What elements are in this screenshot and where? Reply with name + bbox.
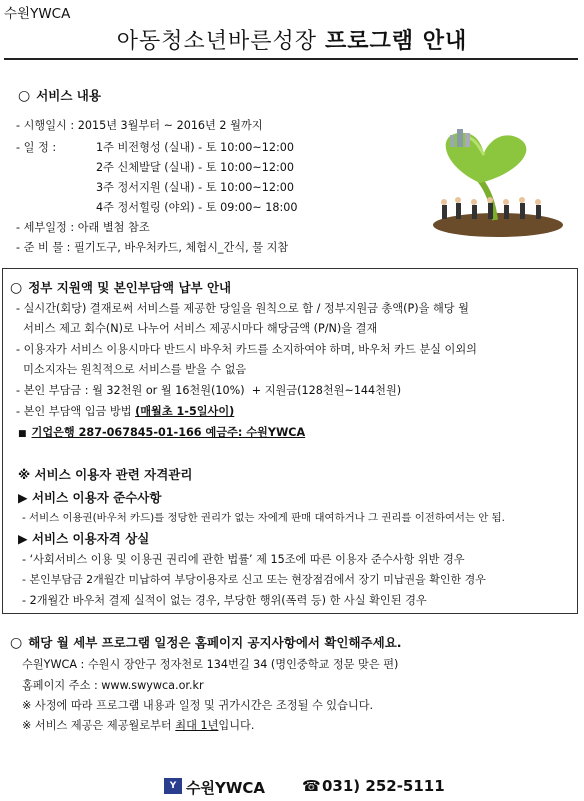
note-line: ※ 사정에 따라 프로그램 내용과 일정 및 귀가시간은 조정될 수 있습니다. — [22, 699, 374, 712]
circle-bullet-icon: ○ — [18, 88, 31, 104]
note-line: ※ 서비스 제공은 제공월로부터 최대 1년입니다. — [22, 719, 255, 732]
supplies-line: - 준 비 물 : 필기도구, 바우처카드, 체험시_간식, 물 지참 — [16, 241, 289, 254]
loss-line: - 2개월간 바우처 결제 실적이 없는 경우, 부당한 행위(폭력 등) 한 사실 확인된 경우 — [22, 594, 427, 607]
notice-heading: ○ 해당 월 세부 프로그램 일정은 홈페이지 공지사항에서 확인해주세요. — [10, 635, 402, 651]
bank-account: ■ 기업은행 287-067845-01-166 예금주: 수원YWCA — [18, 426, 306, 439]
title-normal: 아동청소년바른성장 — [116, 29, 326, 54]
circle-bullet-icon: ○ — [10, 280, 23, 296]
payment-line: 서비스 제고 회수(N)로 나누어 서비스 제공시마다 해당금액 (P/N)을 결재 — [16, 322, 378, 335]
payment-line: - 본인 부담금 : 월 32천원 or 월 16천원(10%) + 지원금(128천원~144천원) — [16, 384, 402, 397]
period-line: - 시행일시 : 2015년 3월부터 ~ 2016년 2 월까지 — [16, 119, 263, 132]
circle-bullet-icon: ○ — [10, 635, 23, 651]
org-name: 수원YWCA — [4, 6, 71, 22]
payment-heading: ○ 정부 지원액 및 본인부담액 납부 안내 — [10, 280, 232, 296]
address-line: 수원YWCA : 수원시 장안구 정자천로 134번길 34 (명인중학교 정문 맞은 편) — [22, 658, 399, 671]
compliance-subheading: ▶ 서비스 이용자 준수사항 — [18, 490, 162, 505]
schedule-item: 3주 정서지원 (실내) - 토 10:00~12:00 — [96, 181, 294, 194]
schedule-item: 2주 신체발달 (실내) - 토 10:00~12:00 — [96, 161, 294, 174]
phone-icon: ☎ — [302, 777, 321, 795]
loss-line: - ‘사회서비스 이용 및 이용권 권리에 관한 법률’ 제 15조에 따른 이용자 준수사항 위반 경우 — [22, 553, 465, 566]
ywca-logo: Y — [164, 778, 182, 794]
page-title — [0, 24, 584, 55]
heart-tree-illustration — [420, 125, 570, 240]
schedule-item: 1주 비전형성 (실내) - 토 10:00~12:00 — [96, 141, 294, 154]
schedule-label: - 일 정 : — [16, 141, 57, 154]
footer-org: 수원YWCA — [186, 779, 266, 797]
schedule-item: 4주 정서힐링 (야외) - 토 09:00~ 18:00 — [96, 201, 298, 214]
service-heading: ○ 서비스 내용 — [18, 88, 101, 104]
payment-line: - 실시간(회당) 결재로써 서비스를 제공한 당일을 원칙으로 함 / 정부지원금 총액(P)을 해당 월 — [16, 302, 469, 315]
homepage-line[interactable]: 홈페이지 주소 : www.swywca.or.kr — [22, 679, 204, 692]
payment-line: 미소지자는 원칙적으로 서비스를 받을 수 없음 — [16, 363, 247, 376]
payment-method: - 본인 부담액 입금 방법 (매월초 1-5일사이) — [16, 405, 235, 418]
payment-line: - 이용자가 서비스 이용시마다 반드시 바우처 카드를 소지하여야 하며, 바우처 카드 분실 이외의 — [16, 343, 477, 356]
loss-subheading: ▶ 서비스 이용자격 상실 — [18, 531, 150, 546]
title-rule — [4, 58, 578, 60]
title-bold: 프로그램 안내 — [325, 29, 468, 54]
loss-line: - 본인부담금 2개월간 미납하여 부당이용자로 신고 또는 현장점검에서 장기 미납권을 확인한 경우 — [22, 573, 486, 586]
footer-phone: 031) 252-5111 — [322, 777, 445, 795]
qualification-heading: ※ 서비스 이용자 관련 자격관리 — [18, 467, 193, 482]
detail-line: - 세부일정 : 아래 별첨 참조 — [16, 221, 150, 234]
compliance-line: - 서비스 이용권(바우처 카드)를 정당한 권리가 없는 자에게 판매 대여하거나 그 권리를 이전하여서는 안 됨. — [22, 512, 505, 524]
